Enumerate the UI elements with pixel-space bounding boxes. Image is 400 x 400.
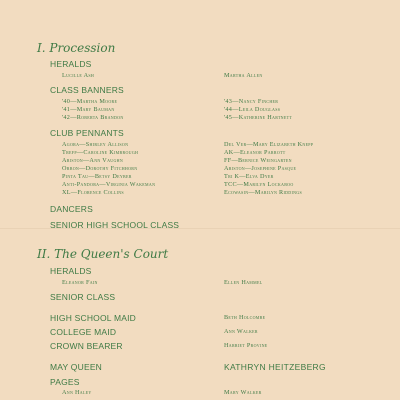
college-maid-name: Ann Walker	[224, 328, 258, 335]
may-queen-name: KATHRYN HEITZEBERG	[224, 362, 326, 372]
pennant-left-6: Anti-Pandora—Virginia Wakeman	[62, 181, 156, 188]
court-title: II. The Queen's Court	[37, 247, 169, 261]
page-left: Ann Haley	[62, 389, 92, 396]
crown-bearer-name: Harriet Provine	[224, 342, 268, 349]
banner-right-1: '43—Nancy Fincher	[224, 98, 279, 105]
banner-left-1: '40—Martha Moore	[62, 98, 118, 105]
procession-title: I. Procession	[37, 41, 116, 55]
banner-left-2: '41—Mary Bauman	[62, 106, 115, 113]
pennant-left-3: Ariston—Ann Vaughn	[62, 157, 124, 164]
pennant-right-7: Ecowasin—Marilyn Riddings	[224, 189, 303, 196]
pennant-right-1: Del Ver—Mary Elizabeth Knepp	[224, 141, 314, 148]
pennant-left-4: Orbon—Dorothy Fitchhorn	[62, 165, 138, 172]
court-herald-right: Ellen Hammel	[224, 279, 263, 286]
pennant-left-5: Pinta Tau—Betsy Deyber	[62, 173, 132, 180]
pages-heading: PAGES	[50, 377, 80, 387]
pennant-left-7: XL—Florence Collins	[62, 189, 124, 196]
hs-maid-heading: HIGH SCHOOL MAID	[50, 313, 137, 323]
court-heralds-heading: HERALDS	[50, 266, 92, 276]
pennant-left-2: Trefp—Caroline Kimbrough	[62, 149, 139, 156]
class-banners-heading: CLASS BANNERS	[50, 85, 124, 95]
pennant-right-3: FF—Bernice Weingarten	[224, 157, 292, 164]
senior-class-heading: SENIOR CLASS	[50, 292, 116, 302]
pennant-left-1: Agora—Shirley Allison	[62, 141, 129, 148]
may-queen-heading: MAY QUEEN	[50, 362, 103, 372]
banner-left-3: '42—Roberta Brandon	[62, 114, 124, 121]
senior-high-heading: SENIOR HIGH SCHOOL CLASS	[50, 220, 180, 230]
pennant-right-6: TCC—Marilyn Lockaboo	[224, 181, 294, 188]
herald-right: Martha Allen	[224, 72, 263, 79]
pennant-right-5: Tri K—Elva Dyer	[224, 173, 274, 180]
dancers-heading: DANCERS	[50, 204, 93, 214]
crown-bearer-heading: CROWN BEARER	[50, 341, 123, 351]
pennant-right-4: Ariston—Josephine Pasque	[224, 165, 297, 172]
page-right: Mary Walker	[224, 389, 262, 396]
court-herald-left: Eleanor Fain	[62, 279, 98, 286]
banner-right-3: '45—Katherine Hartnett	[224, 114, 293, 121]
banner-right-2: '44—Leila Douglass	[224, 106, 281, 113]
college-maid-heading: COLLEGE MAID	[50, 327, 117, 337]
heralds-heading: HERALDS	[50, 59, 92, 69]
club-pennants-heading: CLUB PENNANTS	[50, 128, 124, 138]
herald-left: Lucille Ash	[62, 72, 95, 79]
pennant-right-2: AK—Eleanor Parrott	[224, 149, 286, 156]
hs-maid-name: Beth Holcombe	[224, 314, 266, 321]
